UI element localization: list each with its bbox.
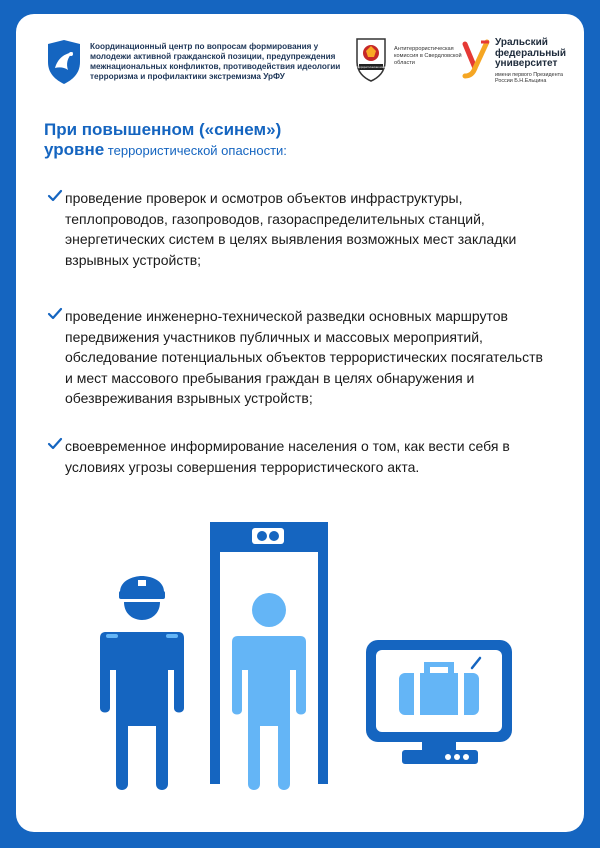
bullet-text-1: проведение проверок и осмотров объектов инфраструктуры, теплопроводов, газопроводов, газораспределительных станций, энергетических систем в целях выявления возможных мест закладки взрывных устройств; bbox=[65, 190, 517, 268]
poster-card bbox=[16, 14, 584, 832]
luggage-scanner-icon bbox=[366, 640, 512, 764]
security-guard-icon bbox=[100, 576, 184, 790]
bullet-text-3: своевременное информирование населения о том, как вести себя в условиях угрозы совершения террористического акта. bbox=[65, 438, 510, 475]
urfu-subtitle: имени первого Президента России Б.Н.Ельцина bbox=[495, 72, 564, 85]
antiterror-emblem-caption: антитеррористическая комиссия bbox=[351, 66, 391, 70]
bullet-text-2: проведение инженерно-технической разведки основных маршрутов передвижения участников публичных и массовых мероприятий, обследование потенциальных объектов террористических посягательств и мест массового пребывания граждан в целях обнаружения и обезвреживания взрывных устройств; bbox=[65, 308, 543, 407]
title-line-1: При повышенном («синем») bbox=[44, 120, 282, 139]
urfu-name: Уральский федеральный университет bbox=[495, 37, 566, 69]
title-bold-word: уровне bbox=[44, 140, 105, 159]
passenger-icon bbox=[232, 593, 306, 790]
coordination-center-text: Координационный центр по вопросам формирования у молодежи активной гражданской позиции, предупреждения межнациональных конфликтов, противодействия идеологии терроризма и профилактики экстремизма УрФУ bbox=[90, 42, 341, 81]
antiterror-commission-text: Антитеррористическая комиссия в Свердловской области bbox=[394, 46, 462, 66]
security-illustration bbox=[16, 14, 584, 832]
title-rest: террористической опасности: bbox=[104, 143, 287, 158]
